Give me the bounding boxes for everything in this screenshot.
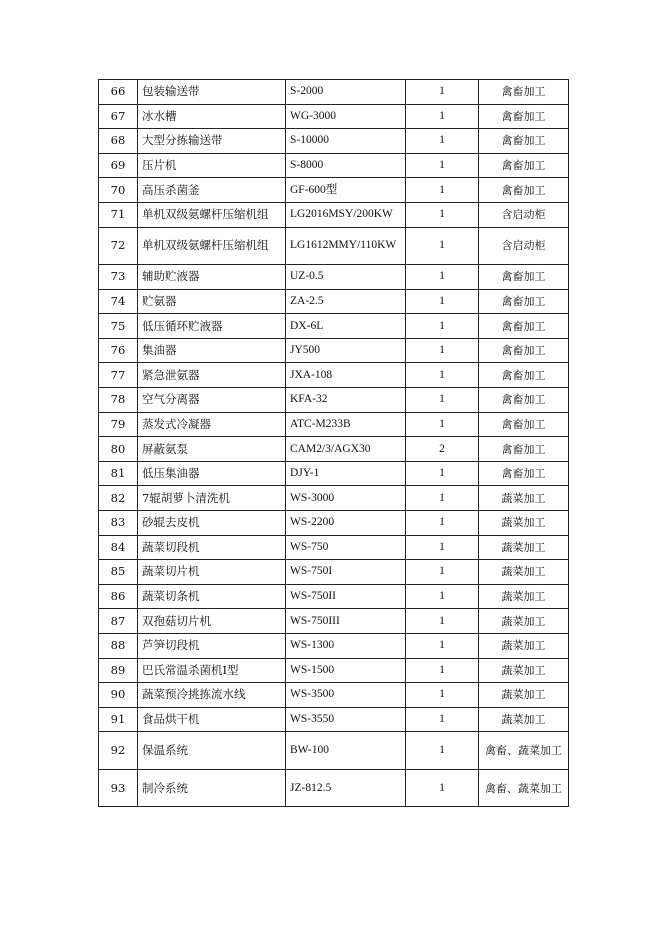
table-row <box>99 511 569 536</box>
equipment-name: 巴氏常温杀菌机Ⅰ型 <box>138 658 286 683</box>
equipment-name: 屏蔽氨泵 <box>138 437 286 462</box>
model-number: ATC-M233B <box>286 412 406 437</box>
table-row <box>99 388 569 413</box>
row-number: 76 <box>99 338 138 363</box>
model-number: S-10000 <box>286 129 406 154</box>
equipment-name: 紧急泄氨器 <box>138 363 286 388</box>
table-row <box>99 104 569 129</box>
quantity: 1 <box>406 129 479 154</box>
quantity: 1 <box>406 178 479 203</box>
model-number: S-8000 <box>286 153 406 178</box>
equipment-table <box>98 79 569 807</box>
table-row <box>99 289 569 314</box>
row-number: 79 <box>99 412 138 437</box>
quantity: 1 <box>406 658 479 683</box>
remark: 禽畜加工 <box>479 80 569 105</box>
equipment-name: 包装输送带 <box>138 80 286 105</box>
equipment-name: 7辊胡萝卜清洗机 <box>138 486 286 511</box>
table-row <box>99 732 569 770</box>
remark: 禽畜加工 <box>479 388 569 413</box>
remark: 蔬菜加工 <box>479 658 569 683</box>
table-row <box>99 658 569 683</box>
equipment-name: 高压杀菌釜 <box>138 178 286 203</box>
row-number: 77 <box>99 363 138 388</box>
model-number: WS-2200 <box>286 511 406 536</box>
row-number: 69 <box>99 153 138 178</box>
model-number: WS-1500 <box>286 658 406 683</box>
model-number: DJY-1 <box>286 461 406 486</box>
table-row <box>99 129 569 154</box>
quantity: 1 <box>406 560 479 585</box>
row-number: 92 <box>99 732 138 770</box>
quantity: 1 <box>406 412 479 437</box>
equipment-name: 冰水槽 <box>138 104 286 129</box>
table-row <box>99 202 569 227</box>
equipment-name: 贮氨器 <box>138 289 286 314</box>
equipment-name: 食品烘干机 <box>138 707 286 732</box>
remark: 含启动柜 <box>479 202 569 227</box>
quantity: 1 <box>406 388 479 413</box>
row-number: 85 <box>99 560 138 585</box>
row-number: 82 <box>99 486 138 511</box>
quantity: 1 <box>406 314 479 339</box>
table-row <box>99 363 569 388</box>
row-number: 74 <box>99 289 138 314</box>
equipment-name: 单机双级氨螺杆压缩机组 <box>138 227 286 265</box>
equipment-name: 单机双级氨螺杆压缩机组 <box>138 202 286 227</box>
remark: 蔬菜加工 <box>479 683 569 708</box>
row-number: 67 <box>99 104 138 129</box>
remark: 蔬菜加工 <box>479 609 569 634</box>
remark: 蔬菜加工 <box>479 707 569 732</box>
model-number: KFA-32 <box>286 388 406 413</box>
quantity: 1 <box>406 80 479 105</box>
model-number: JY500 <box>286 338 406 363</box>
remark: 禽畜加工 <box>479 437 569 462</box>
equipment-name: 保温系统 <box>138 732 286 770</box>
remark: 蔬菜加工 <box>479 584 569 609</box>
equipment-name: 蔬菜切段机 <box>138 535 286 560</box>
table-row <box>99 486 569 511</box>
model-number: LG2016MSY/200KW <box>286 202 406 227</box>
equipment-name: 制冷系统 <box>138 769 286 807</box>
remark: 禽畜加工 <box>479 104 569 129</box>
table-row <box>99 314 569 339</box>
table-row <box>99 769 569 807</box>
quantity: 1 <box>406 265 479 290</box>
equipment-table-body <box>99 80 569 807</box>
row-number: 88 <box>99 633 138 658</box>
row-number: 73 <box>99 265 138 290</box>
table-row <box>99 412 569 437</box>
row-number: 78 <box>99 388 138 413</box>
quantity: 1 <box>406 683 479 708</box>
remark: 蔬菜加工 <box>479 535 569 560</box>
table-row <box>99 227 569 265</box>
table-row <box>99 178 569 203</box>
remark: 禽畜加工 <box>479 338 569 363</box>
quantity: 1 <box>406 584 479 609</box>
row-number: 72 <box>99 227 138 265</box>
equipment-name: 低压集油器 <box>138 461 286 486</box>
equipment-name: 大型分拣输送带 <box>138 129 286 154</box>
equipment-name: 双孢菇切片机 <box>138 609 286 634</box>
quantity: 1 <box>406 486 479 511</box>
remark: 禽畜、蔬菜加工 <box>479 769 569 807</box>
row-number: 84 <box>99 535 138 560</box>
model-number: UZ-0.5 <box>286 265 406 290</box>
quantity: 1 <box>406 732 479 770</box>
quantity: 1 <box>406 104 479 129</box>
quantity: 1 <box>406 461 479 486</box>
remark: 禽畜加工 <box>479 363 569 388</box>
row-number: 71 <box>99 202 138 227</box>
model-number: WS-750I <box>286 560 406 585</box>
model-number: WS-750 <box>286 535 406 560</box>
table-row <box>99 560 569 585</box>
table-row <box>99 535 569 560</box>
remark: 含启动柜 <box>479 227 569 265</box>
table-row <box>99 437 569 462</box>
model-number: GF-600型 <box>286 178 406 203</box>
quantity: 1 <box>406 707 479 732</box>
quantity: 1 <box>406 202 479 227</box>
table-row <box>99 633 569 658</box>
equipment-name: 蔬菜切片机 <box>138 560 286 585</box>
quantity: 1 <box>406 227 479 265</box>
quantity: 1 <box>406 153 479 178</box>
table-row <box>99 153 569 178</box>
equipment-name: 芦笋切段机 <box>138 633 286 658</box>
equipment-name: 低压循环贮液器 <box>138 314 286 339</box>
table-row <box>99 609 569 634</box>
row-number: 83 <box>99 511 138 536</box>
row-number: 89 <box>99 658 138 683</box>
model-number: WS-3550 <box>286 707 406 732</box>
equipment-name: 砂辊去皮机 <box>138 511 286 536</box>
model-number: WS-3500 <box>286 683 406 708</box>
model-number: LG1612MMY/110KW <box>286 227 406 265</box>
table-row <box>99 338 569 363</box>
equipment-name: 蔬菜预冷挑拣流水线 <box>138 683 286 708</box>
table-row <box>99 265 569 290</box>
row-number: 80 <box>99 437 138 462</box>
equipment-name: 压片机 <box>138 153 286 178</box>
table-row <box>99 707 569 732</box>
quantity: 1 <box>406 363 479 388</box>
remark: 禽畜加工 <box>479 129 569 154</box>
row-number: 87 <box>99 609 138 634</box>
remark: 禽畜加工 <box>479 314 569 339</box>
model-number: WS-3000 <box>286 486 406 511</box>
remark: 禽畜加工 <box>479 178 569 203</box>
quantity: 2 <box>406 437 479 462</box>
remark: 禽畜加工 <box>479 461 569 486</box>
row-number: 68 <box>99 129 138 154</box>
model-number: BW-100 <box>286 732 406 770</box>
table-row <box>99 683 569 708</box>
model-number: WS-750II <box>286 584 406 609</box>
model-number: S-2000 <box>286 80 406 105</box>
equipment-name: 集油器 <box>138 338 286 363</box>
remark: 蔬菜加工 <box>479 511 569 536</box>
remark: 蔬菜加工 <box>479 633 569 658</box>
remark: 禽畜加工 <box>479 153 569 178</box>
model-number: JXA-108 <box>286 363 406 388</box>
quantity: 1 <box>406 633 479 658</box>
model-number: WS-1300 <box>286 633 406 658</box>
remark: 禽畜加工 <box>479 289 569 314</box>
model-number: CAM2/3/AGX30 <box>286 437 406 462</box>
table-row <box>99 80 569 105</box>
remark: 禽畜加工 <box>479 265 569 290</box>
remark: 禽畜、蔬菜加工 <box>479 732 569 770</box>
row-number: 70 <box>99 178 138 203</box>
row-number: 93 <box>99 769 138 807</box>
quantity: 1 <box>406 769 479 807</box>
model-number: ZA-2.5 <box>286 289 406 314</box>
row-number: 86 <box>99 584 138 609</box>
row-number: 75 <box>99 314 138 339</box>
quantity: 1 <box>406 289 479 314</box>
table-row <box>99 461 569 486</box>
row-number: 66 <box>99 80 138 105</box>
model-number: WS-750III <box>286 609 406 634</box>
equipment-name: 蔬菜切条机 <box>138 584 286 609</box>
table-row <box>99 584 569 609</box>
quantity: 1 <box>406 338 479 363</box>
row-number: 90 <box>99 683 138 708</box>
row-number: 91 <box>99 707 138 732</box>
remark: 蔬菜加工 <box>479 486 569 511</box>
model-number: DX-6L <box>286 314 406 339</box>
model-number: WG-3000 <box>286 104 406 129</box>
model-number: JZ-812.5 <box>286 769 406 807</box>
quantity: 1 <box>406 511 479 536</box>
remark: 禽畜加工 <box>479 412 569 437</box>
equipment-name: 辅助贮液器 <box>138 265 286 290</box>
row-number: 81 <box>99 461 138 486</box>
remark: 蔬菜加工 <box>479 560 569 585</box>
quantity: 1 <box>406 609 479 634</box>
equipment-name: 蒸发式冷凝器 <box>138 412 286 437</box>
quantity: 1 <box>406 535 479 560</box>
equipment-name: 空气分离器 <box>138 388 286 413</box>
